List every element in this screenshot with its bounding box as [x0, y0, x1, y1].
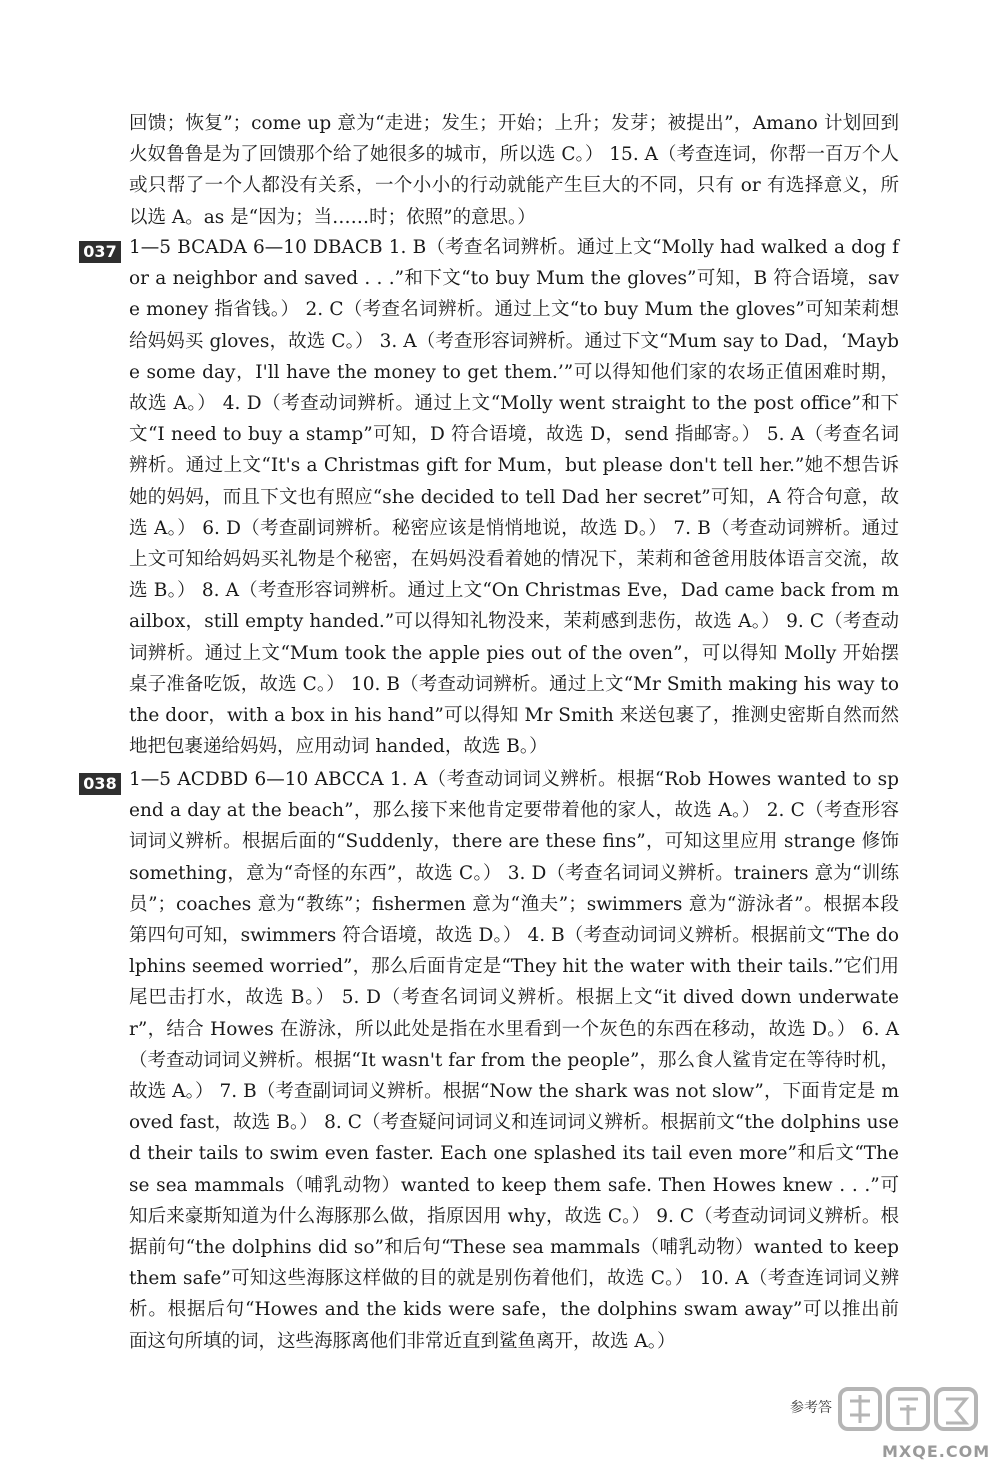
answer-paragraph-038: 1—5 ACDBD 6—10 ABCCA 1. A（考查动词词义辨析。根据“Rob Howes wanted to spend a day at the beach”，那么接下来他肯定要带着他的家人，故选 A。） 2. C（考查形容词词义辨析。根据后面的“Suddenly，there are these fins”，可知这里应用 strange 修饰 something，意为“奇怪的东西”，故选 C。） 3. D（考查名词词义辨析。trainers 意为“训练员”；coaches 意为“教练”；fishermen 意为“渔夫”；swimmers 意为“游泳者”。根据本段第四句可知，swimmers 符合语境，故选 D。） 4. B（考查动词词义辨析。根据前文“The dolphins seemed worried”，那么后面肯定是“They hit the water with their tails.”它们用尾巴击打水，故选 B。） 5. D（考查名词词义辨析。根据上文“it dived down underwater”，结合 Howes 在游泳，所以此处是指在水里看到一个灰色的东西在移动，故选 D。） 6. A（考查动词词义辨析。根据“It wasn't far from the people”，那么食人鲨肯定在等待时机，故选 A。） 7. B（考查副词词义辨析。根据“Now the shark was not slow”，下面肯定是 moved fast，故选 B。） 8. C（考查疑问词词义和连词词义辨析。根据前文“the dolphins used their tails to swim even faster. Each one splashed its tail even more”和后文“These sea mammals（哺乳动物）wanted to keep them safe. Then Howes knew . . .”可知后来豪斯知道为什么海豚那么做，指原因用 why，故选 C。） 9. C（考查动词词义辨析。根据前句“the dolphins did so”和后句“These sea mammals（哺乳动物）wanted to keep them safe”可知这些海豚这样做的目的就是别伤着他们，故选 C。） 10. A（考查连词词义辨析。根据后句“Howes and the kids were safe，the dolphins swam away”可以推出前面这句所填的词，这些海豚离他们非常近直到鲨鱼离开，故选 A。）: [129, 769, 899, 1352]
page-footer-label: 参考答: [790, 1400, 832, 1416]
watermark-text: MXQE.COM: [882, 1442, 991, 1461]
answer-paragraph-continued: 回馈；恢复”；come up 意为“走进；发生；开始；上升；发芽；被提出”，Amano 计划回到火奴鲁鲁是为了回馈那个给了她很多的城市，所以选 C。） 15. A（考查连词，你帮一百万个人或只帮了一个人都没有关系，一个小小的行动就能产生巨大的不同，只有 or 有选择意义，所以选 A。as 是“因为；当……时；依照”的意思。）: [129, 113, 899, 228]
question-number-badge: 037: [79, 241, 121, 263]
question-number-badge: 038: [79, 773, 121, 795]
answer-paragraph-037: 1—5 BCADA 6—10 DBACB 1. B（考查名词辨析。通过上文“Molly had walked a dog for a neighbor and saved . . .”和下文“to buy Mum the gloves”可知，B 符合语境，save money 指省钱。） 2. C（考查名词辨析。通过上文“to buy Mum the gloves”可知茉莉想给妈妈买 gloves，故选 C。） 3. A（考查形容词辨析。通过下文“Mum say to Dad，‘Maybe some day，I'll have the money to get them.’”可以得知他们家的农场正值困难时期，故选 A。） 4. D（考查动词辨析。通过上文“Molly went straight to the post office”和下文“I need to buy a stamp”可知，D 符合语境，故选 D，send 指邮寄。） 5. A（考查名词辨析。通过上文“It's a Christmas gift for Mum，but please don't tell her.”她不想告诉她的妈妈，而且下文也有照应“she decided to tell Dad her secret”可知，A 符合句意，故选 A。） 6. D（考查副词辨析。秘密应该是悄悄地说，故选 D。） 7. B（考查动词辨析。通过上文可知给妈妈买礼物是个秘密，在妈妈没看着她的情况下，茉莉和爸爸用肢体语言交流，故选 B。） 8. A（考查形容词辨析。通过上文“On Christmas Eve，Dad came back from mailbox，still empty handed.”可以得知礼物没来，茉莉感到悲伤，故选 A。） 9. C（考查动词辨析。通过上文“Mum took the apple pies out of the oven”，可以得知 Molly 开始摆桌子准备吃饭，故选 C。） 10. B（考查动词辨析。通过上文“Mr Smith making his way to the door，with a box in his hand”可以得知 Mr Smith 来送包裹了，推测史密斯自然而然地把包裹递给妈妈，应用动词 handed，故选 B。）: [129, 237, 899, 758]
